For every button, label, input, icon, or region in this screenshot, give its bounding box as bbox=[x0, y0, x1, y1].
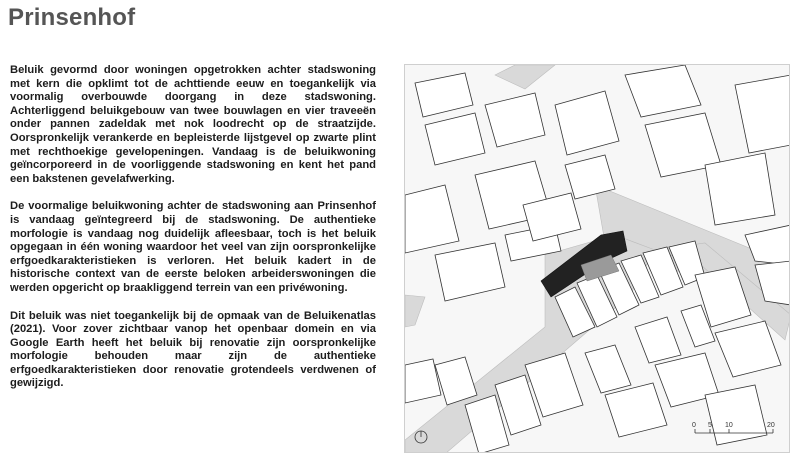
scale-label-20: 20 bbox=[767, 422, 775, 429]
scale-label-10: 10 bbox=[725, 422, 733, 429]
page-title: Prinsenhof bbox=[8, 4, 136, 31]
description-text bbox=[10, 64, 376, 405]
scale-label-5: 5 bbox=[708, 422, 712, 429]
paragraph-2: De voormalige beluikwoning achter de stadswoning aan Prinsenhof is vandaag geïntegreerd bij de stadswoning. De authentieke morfologie is vandaag nog duidelijk afleesbaar, toch is het beluik opgegaan in één woning waardoor het veel van zijn oorspronkelijke erfgoedkarakteristieken is verloren. Het beluik kadert in de historische context van de eerste beloken arbeiderswoningen die werden opgericht op braakliggend terrein van een privéwoning. bbox=[10, 200, 376, 294]
paragraph-1: Beluik gevormd door woningen opgetrokken achter stadswoning met kern die opklimt tot de achttiende eeuw en toegankelijk via voormalig overbouwde doorgang in deze stadswoning. Achterliggend beluikgebouw van twee bouwlagen en vier traveeën onder pannen zadeldak met nok loodrecht op de straatzijde. Oorspronkelijk verankerde en bepleisterde lijstgevel op zwarte plint met rechthoekige gevelopeningen. Vandaag is de beluikwoning geïncorporeerd in de voorliggende stadswoning en kent het pand een bakstenen gevelafwerking. bbox=[10, 64, 376, 185]
paragraph-3: Dit beluik was niet toegankelijk bij de opmaak van de Beluikenatlas (2021). Voor zover zichtbaar vanop het openbaar domein en via Google Earth heeft het beluik bij renovatie zijn oorspronkelijke morfologie behouden maar zijn de authentieke erfgoedkarakteristieken door renovatie grotendeels verdwenen of gewijzigd. bbox=[10, 309, 376, 390]
scale-label-0: 0 bbox=[692, 422, 696, 429]
map-drawing bbox=[405, 65, 790, 453]
site-map bbox=[404, 64, 790, 453]
